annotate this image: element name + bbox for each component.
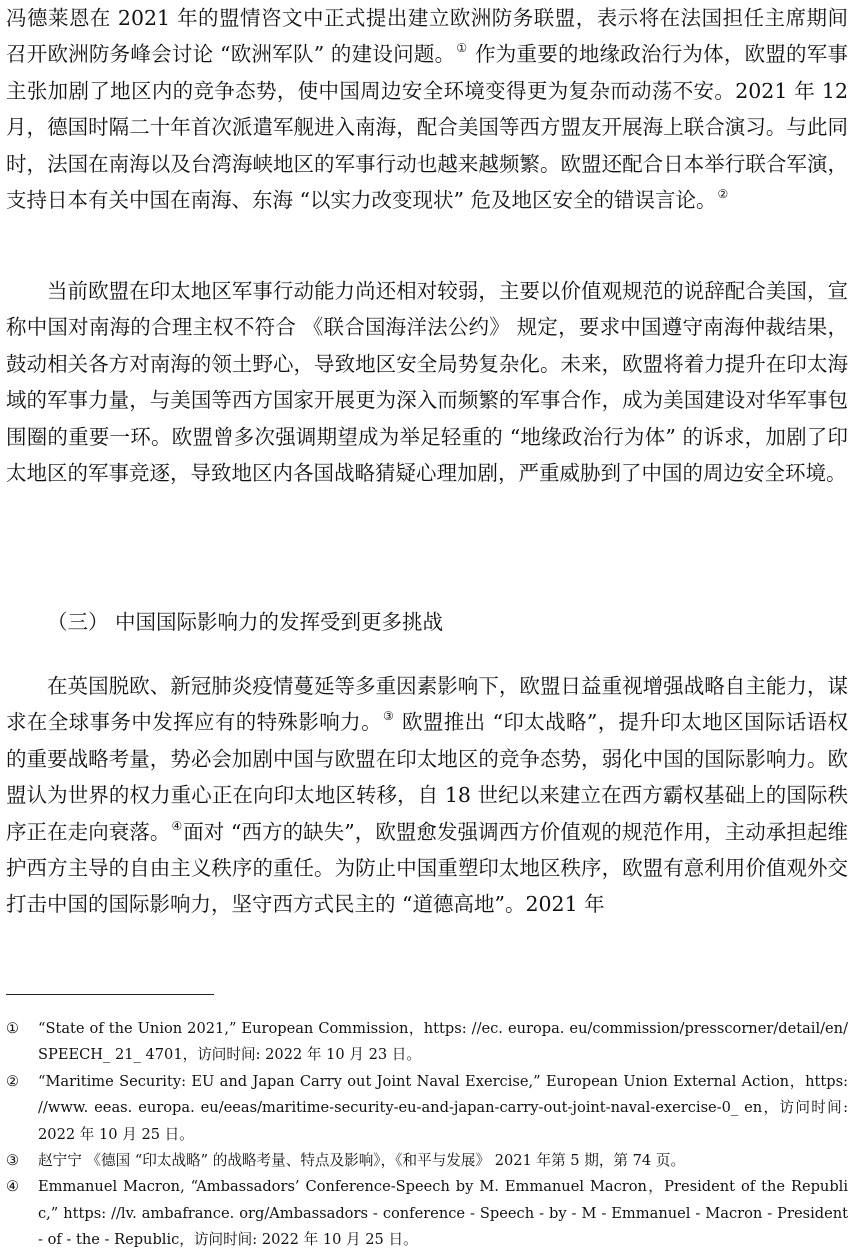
footnote-mark: ③ [6,1152,20,1170]
footnote-ref-2[interactable]: ② [717,187,729,202]
paragraph-1-text-b: 作为重要的地缘政治行为体，欧盟的军事主张加剧了地区内的竞争态势，使中国周边安全环境变得更为复杂而动荡不安。2021 年 12 月，德国时隔二十年首次派遣军舰进入南海，配合美国等西方盟友开展海上联合演习。与此同时，法国在南海以及台湾海峡地区的军事行动也越来越频繁。欧盟还配合日本举行联合军演，支持日本有关中国在南海、东海 “以实力改变现状” 危及地区安全的错误言论。 [6,42,849,213]
section-heading: （三） 中国国际影响力的发挥受到更多挑战 [47,610,444,634]
footnote-divider [6,994,214,995]
paragraph-3-text-a: 在英国脱欧、新冠肺炎疫情蔓延等多重因素影响下，欧盟日益重视增强战略自主能力，谋求在全球事务中发挥应有的特殊影响力。 [6,674,848,735]
footnote-ref-4[interactable]: ④ [171,818,183,833]
footnote-ref-3[interactable]: ③ [382,709,395,724]
footnote-text: 赵宁宁 《德国 “印太战略” 的战略考量、特点及影响》，《和平与发展》 2021 年第 5 期，第 74 页。 [38,1152,686,1170]
body-paragraph-1 [6,0,848,218]
footnote-text: “Maritime Security: EU and Japan Carry out Joint Naval Exercise,” European Union External Action，https: //www. eeas. europa. eu/eeas/maritime-security-eu-and-japan-carry-out-joint-naval-exercise-0_ en，访问时间: 2022 年 10 月 25 日。 [38,1072,848,1143]
paragraph-3-text-c: 面对 “西方的缺失”，欧盟愈发强调西方价值观的规范作用，主动承担起维护西方主导的自由主义秩序的重任。为防止中国重塑印太地区秩序，欧盟有意利用价值观外交打击中国的国际影响力，坚守西方式民主的 “道德高地”。2021 年 [6,819,848,917]
footnote-mark: ② [6,1072,20,1090]
body-paragraph-2: 当前欧盟在印太地区军事行动能力尚还相对较弱，主要以价值观规范的说辞配合美国，宣称中国对南海的合理主权不符合 《联合国海洋法公约》 规定，要求中国遵守南海仲裁结果，鼓动相关各方对南海的领土野心，导致地区安全局势复杂化。未来，欧盟将着力提升在印太海域的军事力量，与美国等西方国家开展更为深入而频繁的军事合作，成为美国建设对华军事包围圈的重要一环。欧盟曾多次强调期望成为举足轻重的 “地缘政治行为体” 的诉求，加剧了印太地区的军事竞逐，导致地区内各国战略猜疑心理加剧，严重威胁到了中国的周边安全环境。 [6,279,848,486]
footnote-text: “State of the Union 2021,” European Commission，https: //ec. europa. eu/commission/presscorner/detail/en/SPEECH_ 21_ 4701，访问时间: 2022 年 10 月 23 日。 [38,1020,848,1064]
body-paragraph-3 [6,668,848,923]
footnote-text: Emmanuel Macron, “Ambassadors’ Conference-Speech by M. Emmanuel Macron，President of the Republic,” https: //lv. ambafrance. org/Ambassadors - conference - Speech - by - M - Emmanuel - Macron - President - of - the - Republic，访问时间: 2022 年 10 月 25 日。 [38,1178,848,1249]
paragraph-3-text-b: 欧盟推出 “印太战略”，提升印太地区国际话语权的重要战略考量，势必会加剧中国与欧盟在印太地区的竞争态势，弱化中国的国际影响力。欧盟认为世界的权力重心正在向印太地区转移，自 18 世纪以来建立在西方霸权基础上的国际秩序正在走向衰落。 [6,710,849,844]
footnote-1 [6,1016,848,1069]
footnote-ref-1[interactable]: ① [456,41,468,56]
paragraph-1-text-a: 冯德莱恩在 2021 年的盟情咨文中正式提出建立欧洲防务联盟，表示将在法国担任主席期间召开欧洲防务峰会讨论 “欧洲军队” 的建设问题。 [6,6,848,67]
footnote-mark: ④ [6,1178,20,1196]
footnote-mark: ① [6,1020,20,1037]
footnote-4 [6,1174,848,1253]
footnote-3 [6,1148,848,1174]
footnote-2 [6,1069,848,1148]
footnotes [6,1016,848,1254]
